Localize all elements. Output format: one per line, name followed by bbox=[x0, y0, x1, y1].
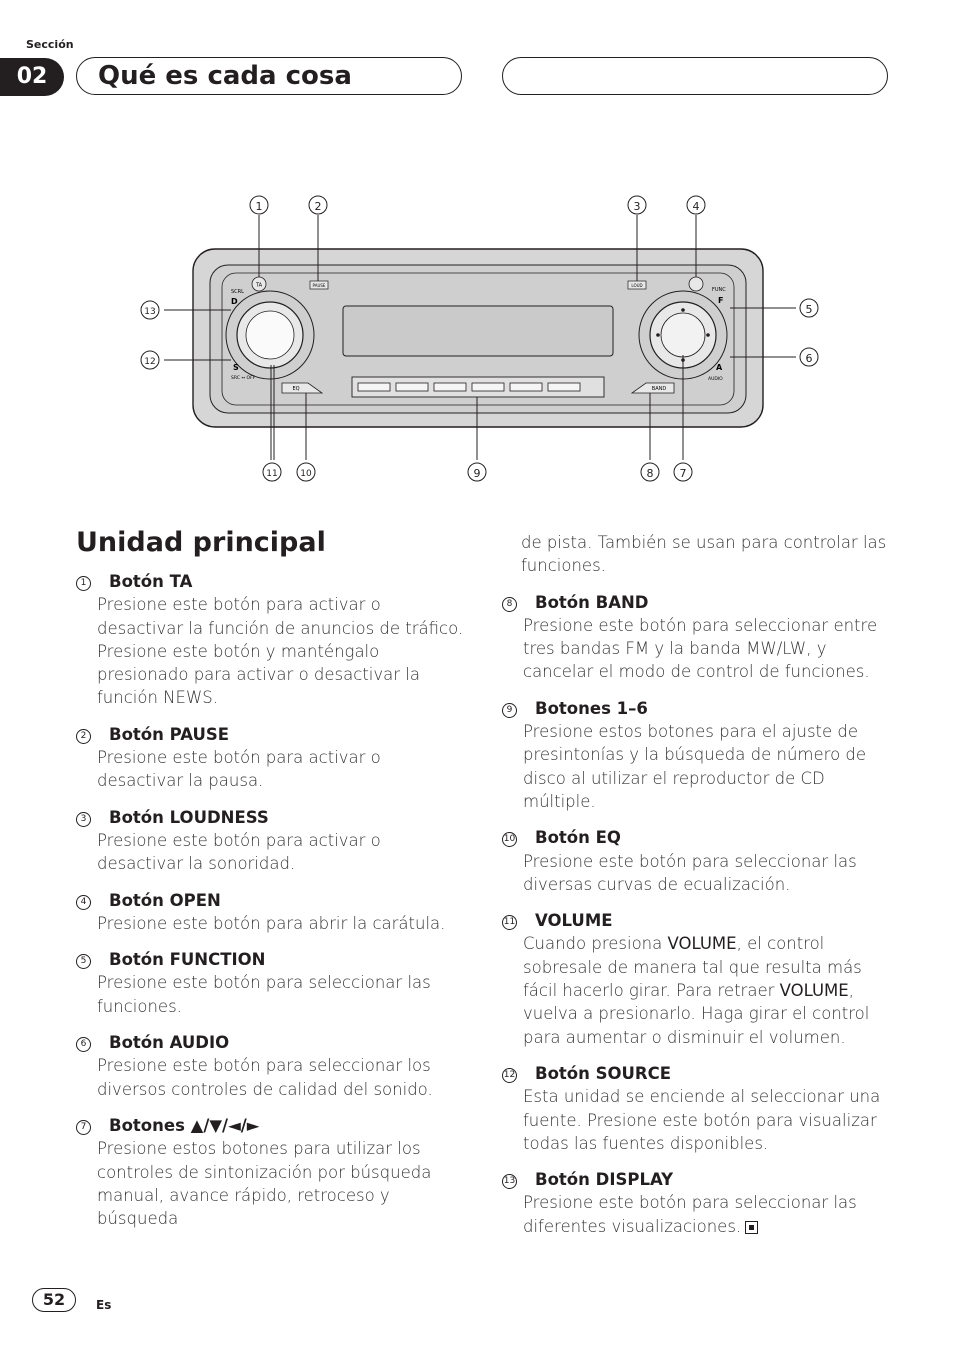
page-number: 52 bbox=[32, 1288, 76, 1312]
src-off-label: SRC ↔ OFF bbox=[231, 376, 256, 381]
func-label: FUNC bbox=[712, 287, 726, 293]
entry-title: Botón AUDIO bbox=[109, 1033, 230, 1053]
callout-4: 4 bbox=[692, 200, 700, 213]
s-label: S bbox=[233, 363, 239, 372]
callout-7: 7 bbox=[679, 467, 687, 480]
head-unit-diagram bbox=[130, 185, 830, 495]
entry-3 bbox=[76, 806, 471, 876]
entry-6 bbox=[76, 1031, 471, 1101]
entry-number: 3 bbox=[76, 812, 91, 827]
entry-desc: Presione este botón para activar o desactivar la función de anuncios de tráfico. Presione este botón y manténgalo presionado para activar o desactivar la función NEWS. bbox=[97, 595, 464, 708]
entry-desc: Cuando presiona VOLUME, el control sobresale de manera tal que resulta más fácil hacerlo girar. Para retraer VOLUME, vuelva a presionarlo. Haga girar el control para aumentar o disminuir el volumen. bbox=[523, 934, 870, 1047]
end-of-section-icon bbox=[745, 1221, 758, 1234]
entry-title: Botón OPEN bbox=[109, 890, 221, 910]
entry-number: 6 bbox=[76, 1037, 91, 1052]
entry-number: 1 bbox=[76, 576, 91, 591]
open-button bbox=[689, 277, 703, 291]
ta-label: TA bbox=[255, 282, 263, 289]
entry-number: 4 bbox=[76, 895, 91, 910]
page-title: Qué es cada cosa bbox=[98, 61, 352, 91]
display-window bbox=[343, 306, 613, 356]
entry-11 bbox=[502, 909, 897, 1049]
pause-label: PAUSE bbox=[312, 283, 326, 288]
entry-desc: Presione este botón para seleccionar entre tres bandas FM y la banda MW/LW, y cancelar el modo de control de funciones. bbox=[523, 615, 878, 682]
callout-1: 1 bbox=[255, 200, 263, 213]
entry-1 bbox=[76, 570, 471, 710]
entry-desc: Presione este botón para abrir la carátula. bbox=[97, 913, 446, 933]
a-label: A bbox=[716, 363, 723, 372]
entry-title: Botón PAUSE bbox=[109, 724, 230, 744]
entry-title: Botón LOUDNESS bbox=[109, 807, 269, 827]
section-label: Sección bbox=[26, 38, 74, 51]
callout-9: 9 bbox=[473, 467, 481, 480]
entry-number: 13 bbox=[502, 1174, 517, 1189]
entry-desc: Presione estos botones para el ajuste de presintonías y la búsqueda de número de disco al utilizar el reproductor de CD múltiple. bbox=[523, 722, 867, 811]
entry-title: Botón EQ bbox=[535, 828, 621, 848]
entry-title: VOLUME bbox=[535, 911, 613, 931]
entry-number: 2 bbox=[76, 729, 91, 744]
loud-label: LOUD bbox=[631, 283, 643, 288]
entry-number: 9 bbox=[502, 703, 517, 718]
entry-number: 11 bbox=[502, 915, 517, 930]
entry-number: 5 bbox=[76, 954, 91, 969]
entry-desc: Presione este botón para seleccionar los diversos controles de calidad del sonido. bbox=[97, 1056, 433, 1099]
entry-title: Botón SOURCE bbox=[535, 1063, 672, 1083]
entry-desc: Presione este botón para activar o desactivar la pausa. bbox=[97, 748, 381, 791]
callout-13: 13 bbox=[144, 307, 156, 317]
entry-2 bbox=[76, 723, 471, 793]
section-heading: Unidad principal bbox=[76, 527, 326, 558]
callout-12: 12 bbox=[144, 357, 156, 367]
entry-desc: Presione estos botones para utilizar los controles de sintonización por búsqueda manual, avance rápido, retroceso y búsqueda bbox=[97, 1139, 432, 1229]
entry-desc: de pista. También se usan para controlar las funciones. bbox=[521, 533, 887, 576]
entry-title: Botón FUNCTION bbox=[109, 950, 266, 970]
entry-number: 7 bbox=[76, 1120, 91, 1135]
callout-2: 2 bbox=[314, 200, 322, 213]
language-code: Es bbox=[96, 1298, 112, 1312]
entry-5 bbox=[76, 948, 471, 1018]
callout-6: 6 bbox=[805, 352, 813, 365]
d-label: D bbox=[231, 297, 238, 306]
entry-title: Botones ▲/▼/◄/► bbox=[109, 1115, 260, 1135]
left-column bbox=[76, 570, 471, 1243]
entry-title: Botón DISPLAY bbox=[535, 1170, 674, 1190]
callout-5: 5 bbox=[805, 303, 813, 316]
entry-desc: Presione este botón para activar o desactivar la sonoridad. bbox=[97, 830, 381, 874]
entry-desc: Presione este botón para seleccionar las diferentes visualizaciones. bbox=[523, 1193, 857, 1236]
audio-label: AUDIO bbox=[708, 377, 723, 382]
entry-number: 12 bbox=[502, 1068, 517, 1083]
entry-10 bbox=[502, 826, 897, 896]
entry-number: 10 bbox=[502, 832, 517, 847]
entry-7-continued bbox=[502, 531, 897, 578]
empty-header-frame bbox=[502, 57, 888, 95]
entry-title: Botón TA bbox=[109, 572, 193, 591]
entry-desc: Presione este botón para seleccionar las funciones. bbox=[97, 973, 431, 1016]
scrl-label: SCRL bbox=[231, 289, 244, 295]
entry-9 bbox=[502, 697, 897, 813]
entry-desc: Presione este botón para seleccionar las diversas curvas de ecualización. bbox=[523, 851, 857, 894]
entry-number: 8 bbox=[502, 597, 517, 612]
entry-title: Botones 1–6 bbox=[535, 698, 648, 718]
f-label: F bbox=[718, 296, 724, 305]
entry-desc: Esta unidad se enciende al seleccionar una fuente. Presione este botón para visualizar todas las fuentes disponibles. bbox=[523, 1087, 881, 1153]
entry-8 bbox=[502, 591, 897, 684]
entry-13 bbox=[502, 1168, 897, 1238]
entry-7 bbox=[76, 1114, 471, 1230]
entry-12 bbox=[502, 1062, 897, 1155]
entry-4 bbox=[76, 889, 471, 936]
callout-8: 8 bbox=[646, 467, 654, 480]
section-number-badge: 02 bbox=[0, 58, 64, 96]
callout-10: 10 bbox=[300, 469, 312, 479]
eq-label: EQ bbox=[292, 386, 300, 392]
callout-3: 3 bbox=[633, 200, 641, 213]
band-label: BAND bbox=[651, 386, 667, 392]
entry-title: Botón BAND bbox=[535, 592, 649, 612]
callout-11: 11 bbox=[266, 469, 278, 479]
right-column bbox=[502, 531, 897, 1251]
